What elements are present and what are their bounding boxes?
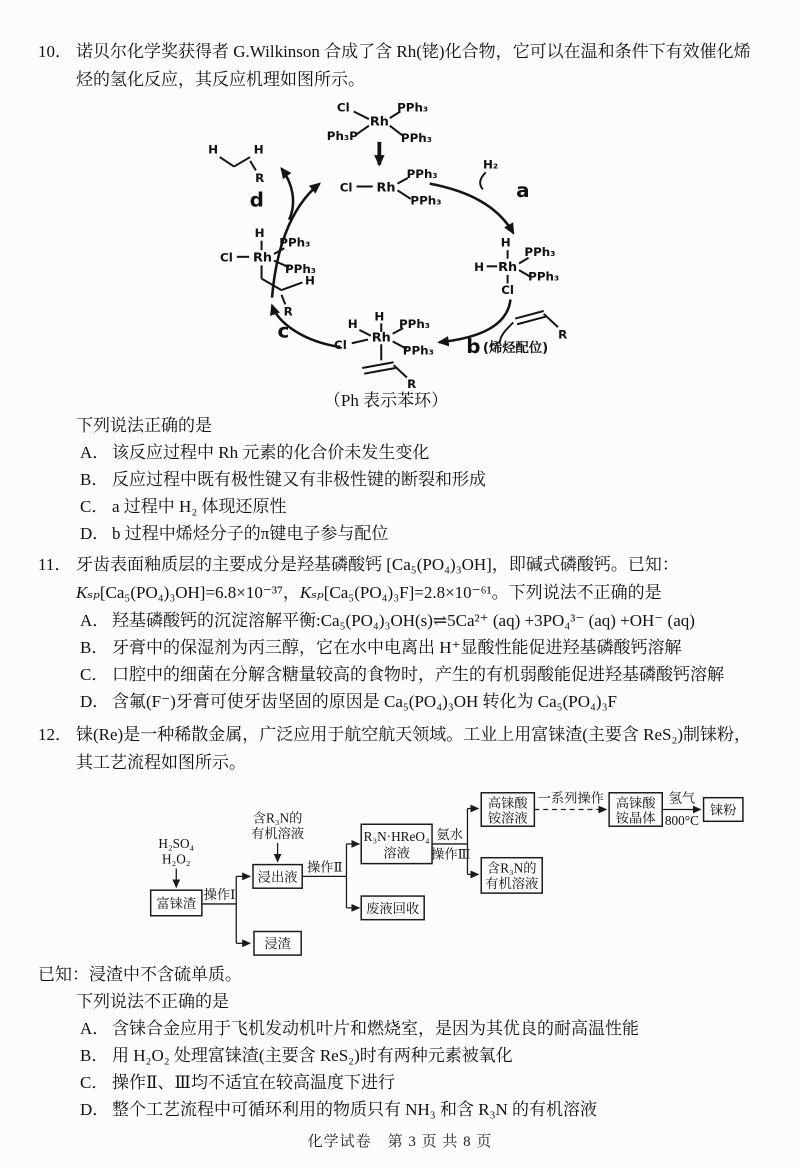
r-label: R bbox=[558, 327, 568, 342]
complex-alkene-coordinated bbox=[334, 309, 434, 390]
box-leachate bbox=[253, 865, 302, 889]
step-c-label: c bbox=[277, 318, 290, 343]
question-12 bbox=[38, 721, 764, 1123]
h-label: H bbox=[253, 142, 264, 157]
catalytic-cycle-svg bbox=[196, 94, 576, 394]
step-b-label: b bbox=[466, 333, 481, 358]
option-label: A． bbox=[80, 1019, 110, 1038]
question-11-stem bbox=[76, 551, 764, 607]
operation-3 bbox=[431, 809, 478, 875]
rh-label: Rh bbox=[369, 114, 389, 130]
question-10-stem bbox=[76, 38, 764, 94]
rh-label: Rh bbox=[376, 180, 396, 196]
box-label-line-2: 铵晶体 bbox=[615, 810, 656, 826]
option-b bbox=[80, 466, 764, 493]
stem-line-1: 诺贝尔化学奖获得者 G.Wilkinson 合成了含 Rh(铑)化合物，它可以在温和条件下有效催化烯 bbox=[76, 42, 751, 61]
question-12-options bbox=[80, 1015, 764, 1123]
option-a bbox=[80, 607, 764, 634]
cl-label: Cl bbox=[334, 337, 347, 352]
stem-line-1: 铼(Re)是一种稀散金属，广泛应用于航空航天领域。工业上用富铼渣(主要含 ReS₂)制铼粉， bbox=[76, 725, 752, 744]
question-12-stem bbox=[76, 721, 764, 777]
option-label: C． bbox=[80, 1073, 109, 1092]
box-label: 铼粉 bbox=[709, 802, 737, 818]
option-label: C． bbox=[80, 497, 109, 516]
step-c-arrow bbox=[272, 305, 340, 347]
box-label: 浸出液 bbox=[257, 869, 298, 885]
question-10-number: 10． bbox=[38, 42, 72, 61]
stem-line-2: 其工艺流程如图所示。 bbox=[76, 753, 246, 772]
flow-svg bbox=[120, 779, 750, 961]
option-label: C． bbox=[80, 665, 109, 684]
ph3p-label: Ph₃P bbox=[326, 128, 358, 143]
option-d bbox=[80, 1096, 764, 1123]
ksp-value-1: [Ca₅(PO₄)₃OH]=6.8×10⁻³⁷， bbox=[99, 583, 300, 602]
mechanism-diagram bbox=[196, 94, 596, 412]
pph3-label: PPh₃ bbox=[397, 100, 429, 115]
cl-label: Cl bbox=[220, 250, 233, 265]
pph3-label: PPh₃ bbox=[406, 166, 438, 181]
operation-1 bbox=[202, 876, 250, 943]
organic-solution-input bbox=[251, 810, 304, 861]
option-text: 反应过程中既有极性键又有非极性键的断裂和形成 bbox=[112, 470, 486, 489]
box-label: 废液回收 bbox=[366, 900, 420, 916]
pph3-label: PPh₃ bbox=[279, 235, 311, 250]
option-text: 牙膏中的保湿剂为丙三醇，它在水中电离出 H⁺显酸性能促进羟基磷酸钙溶解 bbox=[112, 638, 682, 657]
option-a bbox=[80, 1015, 764, 1042]
box-label-line-1: 高铼酸 bbox=[487, 795, 528, 811]
operation-3-label: 操作Ⅲ bbox=[431, 846, 471, 862]
h2-label: H₂ bbox=[482, 157, 499, 172]
series-operations bbox=[534, 790, 606, 810]
box-rhenium-powder bbox=[704, 798, 743, 822]
pph3-label: PPh₃ bbox=[400, 130, 432, 145]
question-10 bbox=[38, 38, 764, 547]
option-d bbox=[80, 520, 764, 547]
temperature-label: 800°C bbox=[664, 813, 699, 829]
option-label: B． bbox=[80, 470, 109, 489]
option-text: 口腔中的细菌在分解含糖量较高的食物时，产生的有机弱酸能促进羟基磷酸钙溶解 bbox=[112, 665, 724, 684]
pph3-label: PPh₃ bbox=[398, 317, 431, 332]
option-b bbox=[80, 634, 764, 661]
operation-1-label: 操作Ⅰ bbox=[203, 887, 236, 903]
question-10-prompt: 下列说法正确的是 bbox=[76, 416, 212, 435]
option-d bbox=[80, 688, 764, 715]
option-label: A． bbox=[80, 443, 110, 462]
reagent-h2o2: H₂O₂ bbox=[162, 851, 191, 867]
r-label: R bbox=[255, 170, 265, 185]
box-rich-rhenium-slag bbox=[151, 890, 202, 916]
hydrogen-reduction bbox=[662, 791, 700, 829]
option-c bbox=[80, 1069, 764, 1096]
question-12-number: 12． bbox=[38, 725, 72, 744]
question-10-options bbox=[80, 439, 764, 547]
complex-rhcl-pph3-2 bbox=[340, 167, 442, 208]
h-label: H bbox=[208, 142, 219, 157]
rh-label: Rh bbox=[253, 250, 272, 266]
box-label-line-2: 有机溶液 bbox=[485, 876, 539, 892]
option-text: 含氟(F⁻)牙膏可使牙齿坚固的原因是 Ca₅(PO₄)₃OH 转化为 Ca₅(PO₄)₃F bbox=[112, 692, 617, 711]
box-r3n-hreo4-solution bbox=[361, 824, 432, 863]
box-label-line-1: R₃N·HReO₄ bbox=[363, 828, 430, 844]
step-b-note: (烯烃配位) bbox=[482, 340, 549, 356]
box-label-line-1: 含R₃N的 bbox=[486, 860, 537, 876]
r-label: R bbox=[407, 376, 417, 391]
ksp-symbol: Kₛₚ bbox=[299, 583, 324, 602]
option-text: 操作Ⅱ、Ⅲ均不适宜在较高温度下进行 bbox=[112, 1073, 395, 1092]
series-operations-label: 一系列操作 bbox=[537, 790, 604, 806]
question-11 bbox=[38, 551, 764, 715]
step-a-label: a bbox=[516, 177, 530, 202]
reagent-h2so4: H₂SO₄ bbox=[158, 835, 195, 851]
organic-line-1: 含R₃N的 bbox=[252, 810, 303, 826]
h-label: H bbox=[254, 225, 265, 240]
reagent-input bbox=[158, 836, 194, 887]
step-d-label: d bbox=[249, 187, 264, 212]
h-label: H bbox=[474, 260, 485, 275]
hydrogen-label: 氢气 bbox=[668, 790, 696, 806]
option-c bbox=[80, 661, 764, 688]
ammonia-label: 氨水 bbox=[436, 827, 464, 843]
question-11-number: 11． bbox=[38, 555, 72, 574]
step-b-arrow bbox=[439, 300, 567, 358]
alkane-product bbox=[208, 142, 264, 185]
complex-rhcl-pph3-3 bbox=[327, 100, 432, 144]
box-waste-recovery bbox=[361, 896, 424, 920]
box-label-line-2: 铵溶液 bbox=[487, 810, 528, 826]
option-label: A． bbox=[80, 611, 110, 630]
option-text: 整个工艺流程中可循环利用的物质只有 NH₃ 和含 R₃N 的有机溶液 bbox=[112, 1100, 598, 1119]
box-label-line-1: 高铼酸 bbox=[615, 795, 656, 811]
box-label: 富铼渣 bbox=[156, 895, 197, 911]
box-recovered-organic-solution bbox=[481, 858, 542, 893]
stem-line-2: 烃的氢化反应，其反应机理如图所示。 bbox=[76, 70, 365, 89]
rh-label: Rh bbox=[498, 260, 518, 276]
pph3-label: PPh₃ bbox=[524, 244, 556, 259]
ksp-symbol: Kₛₚ bbox=[76, 583, 100, 602]
pph3-label: PPh₃ bbox=[284, 261, 317, 276]
box-label: 浸渣 bbox=[264, 936, 291, 952]
box-leach-residue bbox=[254, 931, 301, 955]
diagram-caption: （Ph 表示苯环） bbox=[323, 391, 449, 410]
complex-dihydride bbox=[474, 235, 559, 297]
box-ammonium-perrhenate-solution bbox=[481, 793, 534, 826]
organic-line-2: 有机溶液 bbox=[251, 826, 305, 842]
step-a-arrow bbox=[430, 157, 530, 233]
cl-label: Cl bbox=[339, 180, 353, 195]
option-text: a 过程中 H₂ 体现还原性 bbox=[112, 497, 287, 516]
complex-alkyl-hydride bbox=[220, 226, 316, 319]
question-11-options bbox=[80, 607, 764, 715]
r-label: R bbox=[283, 304, 293, 319]
h-label: H bbox=[305, 273, 315, 288]
option-text: 羟基磷酸钙的沉淀溶解平衡:Ca₅(PO₄)₃OH(s)⇌5Ca²⁺ (aq) +3PO₄³⁻ (aq) +OH⁻ (aq) bbox=[112, 611, 695, 630]
option-text: 含铼合金应用于飞机发动机叶片和燃烧室，是因为其优良的耐高温性能 bbox=[112, 1019, 639, 1038]
option-a bbox=[80, 439, 764, 466]
operation-2-label: 操作Ⅱ bbox=[307, 859, 343, 875]
option-label: D． bbox=[80, 1100, 110, 1119]
option-text: 用 H₂O₂ 处理富铼渣(主要含 ReS₂)时有两种元素被氧化 bbox=[112, 1046, 513, 1065]
option-label: B． bbox=[80, 1046, 109, 1065]
operation-2 bbox=[302, 844, 359, 908]
box-ammonium-perrhenate-crystal bbox=[609, 793, 662, 826]
box-label-line-2: 溶液 bbox=[383, 845, 410, 861]
question-12-prompt: 下列说法不正确的是 bbox=[76, 992, 229, 1011]
rh-label: Rh bbox=[371, 330, 391, 346]
pph3-label: PPh₃ bbox=[410, 193, 442, 208]
page-footer: 化学试卷 第 3 页 共 8 页 bbox=[307, 1134, 493, 1150]
process-flow-diagram bbox=[120, 779, 764, 961]
cl-label: Cl bbox=[501, 282, 514, 297]
option-c bbox=[80, 493, 764, 520]
option-text: b 过程中烯烃分子的π键电子参与配位 bbox=[112, 524, 389, 543]
option-b bbox=[80, 1042, 764, 1069]
h-label: H bbox=[347, 317, 358, 332]
pph3-label: PPh₃ bbox=[528, 269, 560, 284]
cl-label: Cl bbox=[336, 100, 350, 115]
known-condition: 已知：浸渣中不含硫单质。 bbox=[38, 965, 242, 984]
option-label: B． bbox=[80, 638, 109, 657]
h-label: H bbox=[374, 309, 385, 324]
stem-line-1: 牙齿表面釉质层的主要成分是羟基磷酸钙 [Ca₅(PO₄)₃OH]，即碱式磷酸钙。已知： bbox=[76, 555, 679, 574]
pph3-label: PPh₃ bbox=[402, 343, 434, 358]
option-text: 该反应过程中 Rh 元素的化合价未发生变化 bbox=[112, 443, 430, 462]
h-label: H bbox=[500, 235, 511, 250]
option-label: D． bbox=[80, 524, 110, 543]
option-label: D． bbox=[80, 692, 110, 711]
ksp-value-2: [Ca₅(PO₄)₃F]=2.8×10⁻⁶¹。下列说法不正确的是 bbox=[323, 583, 662, 602]
